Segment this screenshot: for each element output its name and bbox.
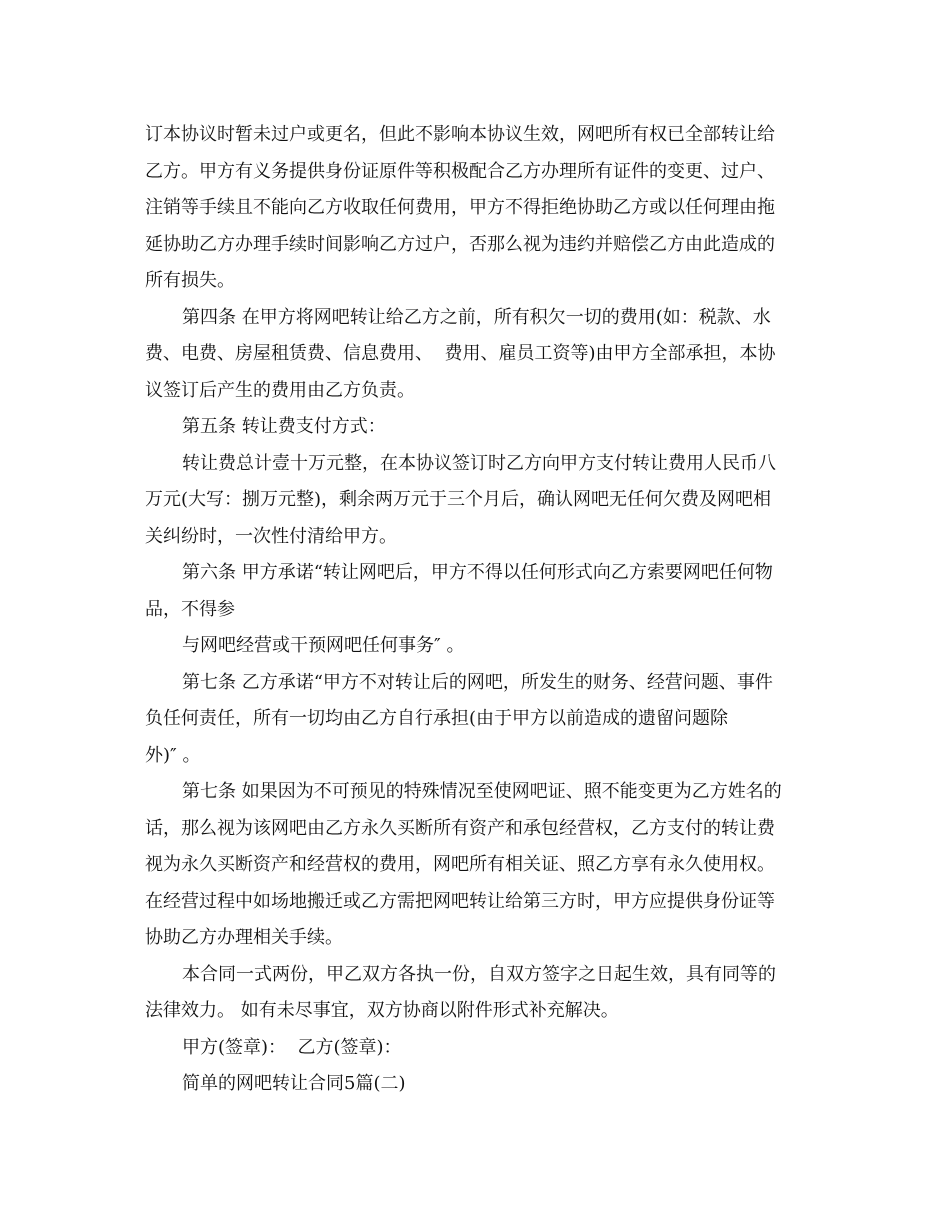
paragraph — [145, 1030, 805, 1067]
text-line: 外)″ 。 — [145, 744, 201, 766]
text-line: 第七条 如果因为不可预见的特殊情况至使网吧证、照不能变更为乙方姓名的 — [182, 781, 782, 802]
text-line: 协助乙方办理相关手续。 — [145, 927, 343, 948]
paragraph — [145, 774, 805, 957]
text-line: 在经营过程中如场地搬迁或乙方需把网吧转让给第三方时，甲方应提供身份证等 — [145, 890, 775, 912]
paragraph — [145, 628, 805, 665]
text-line: 负任何责任，所有一切均由乙方自行承担(由于甲方以前造成的遗留问题除 — [145, 708, 729, 729]
text-line: 品，不得参 — [145, 598, 235, 620]
text-line: 延协助乙方办理手续时间影响乙方过户，否那么视为违约并赔偿乙方由此造成的 — [145, 233, 775, 255]
document-body — [145, 117, 805, 1103]
paragraph — [145, 300, 805, 410]
text-line: 关纠纷时，一次性付清给甲方。 — [145, 525, 397, 547]
text-line: 甲方(签章)： 乙方(签章)： — [182, 1036, 402, 1058]
text-line: 与网吧经营或干预网吧任何事务″ 。 — [182, 635, 465, 656]
text-line: 订本协议时暂未过户或更名，但此不影响本协议生效，网吧所有权已全部转让给 — [145, 124, 775, 145]
text-line: 万元(大写：捌万元整)，剩余两万元于三个月后，确认网吧无任何欠费及网吧相 — [145, 489, 772, 510]
text-line: 第五条 转让费支付方式： — [182, 416, 386, 437]
paragraph — [145, 446, 805, 556]
text-line: 第六条 甲方承诺“转让网吧后，甲方不得以任何形式向乙方索要网吧任何物 — [182, 562, 773, 583]
text-line: 本合同一式两份，甲乙双方各执一份，自双方签字之日起生效，具有同等的 — [182, 963, 776, 985]
text-line: 法律效力。 如有未尽事宜，双方协商以附件形式补充解决。 — [145, 1000, 619, 1021]
text-line: 视为永久买断资产和经营权的费用，网吧所有相关证、照乙方享有永久使用权。 — [145, 854, 775, 875]
text-line: 转让费总计壹十万元整，在本协议签订时乙方向甲方支付转让费用人民币八 — [182, 452, 776, 474]
text-line: 第四条 在甲方将网吧转让给乙方之前，所有积欠一切的费用(如：税款、水 — [182, 306, 771, 328]
text-line: 简单的网吧转让合同5篇(二) — [182, 1073, 406, 1094]
paragraph — [145, 1066, 805, 1103]
paragraph — [145, 555, 805, 628]
text-line: 所有损失。 — [145, 270, 235, 291]
text-line: 注销等手续且不能向乙方收取任何费用，甲方不得拒绝协助乙方或以任何理由拖 — [145, 197, 775, 218]
paragraph — [145, 409, 805, 446]
paragraph — [145, 117, 805, 300]
paragraph — [145, 665, 805, 775]
text-line: 费、电费、房屋租赁费、信息费用、 费用、雇员工资等)由甲方全部承担，本协 — [145, 343, 776, 364]
paragraph — [145, 957, 805, 1030]
text-line: 乙方。甲方有义务提供身份证原件等积极配合乙方办理所有证件的变更、过户、 — [145, 160, 775, 182]
text-line: 话，那么视为该网吧由乙方永久买断所有资产和承包经营权，乙方支付的转让费 — [145, 817, 775, 839]
text-line: 议签订后产生的费用由乙方负责。 — [145, 379, 415, 401]
text-line: 第七条 乙方承诺“甲方不对转让后的网吧，所发生的财务、经营问题、事件 — [182, 671, 773, 693]
